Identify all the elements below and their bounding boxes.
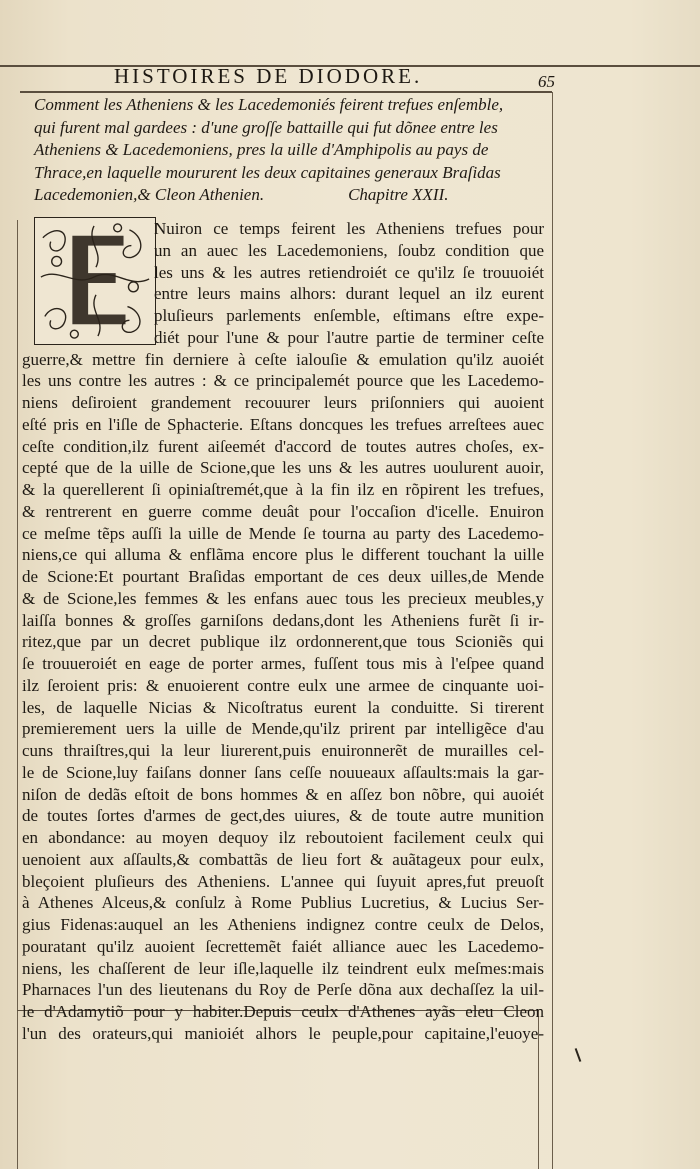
text-line: cuns thraiſtres,qui la leur liurerent,puis enuironnerẽt de murailles cel-: [22, 741, 544, 760]
summary-line: qui furent mal gardees : d'une groſſe battaille qui fut dõnee entre les: [34, 117, 498, 137]
text-line: & la querellerent ſi opiniaſtremét,que à la fin ilz en rõpirent les trefues,: [22, 480, 544, 499]
text-line: l'un des orateurs,qui manioiét alhors le peuple,pour capitaine,l'euoye-: [22, 1023, 544, 1043]
text-line: bleçoient pluſieurs des Atheniens. L'annee qui ſuyuit apres,fut preuoſt: [22, 871, 544, 891]
summary-last-line: Lacedemonien,& Cleon Athenien.: [34, 185, 265, 205]
ink-mark: [575, 1048, 582, 1062]
text-line: en abondance: au moyen dequoy ilz reboutoient facilement ceulx qui: [22, 828, 544, 847]
text-line: & de Scione,les femmes & les enfans auec tous les precieux meubles,y: [22, 588, 544, 608]
chapter-body: [22, 218, 544, 1045]
text-line: de Scione:Et pourtant Braſidas emportant de ces deux uilles,de Mende: [22, 567, 544, 586]
text-line: eſté pris en l'iſle de Sphacterie. Eſtans doncques les trefues arreſtees auec: [22, 414, 544, 434]
text-line: ritez,que par un decret publique ilz ordonnerent,que tous Scioniẽs qui: [22, 632, 544, 652]
text-line: gius Fidenas:auquel an les Atheniens indignez contre ceulx de Delos,: [22, 915, 544, 934]
text-line: premierement uers la uille de Mende,qu'ilz prirent par intelligẽce d'au: [22, 719, 544, 739]
text-line: ſe trouueroiét en eage de porter armes, fuſſent tous mis à l'eſpee quand: [22, 654, 544, 673]
text-line: le d'Adamytiõ pour y habiter.Depuis ceulx d'Athenes ayãs eleu Cleon: [22, 1002, 544, 1021]
text-line: pouratant qu'ilz auoient ſecrettemẽt faiét alliance auec les Lacedemo-: [22, 936, 544, 956]
text-line: niens, les chaſſerent de leur iſle,laquelle ilz teindrent eulx meſmes:mais: [22, 958, 544, 978]
text-line: ceſte condition,ilz furent aiſeemét d'accord de toutes autres choſes, ex-: [22, 436, 544, 456]
text-line: ce meſme tẽps auſſi la uille de Mende ſe tourna au party des Lacedemo-: [22, 523, 544, 543]
text-line: pluſieurs parlements enſemble, eſtimans eſtre expe-: [154, 306, 544, 325]
header-rule: [20, 91, 552, 93]
text-line: niens,ce qui alluma & enflãma encore plus le different touchant la uille: [22, 545, 544, 565]
chapter-summary: [34, 94, 554, 207]
text-line: entre leurs mains alhors: durant lequel an ilz eurent: [154, 284, 544, 304]
text-line: le de Scione,luy faiſans donner ſans ceſſe nouueaux aſſaults:mais la gar-: [22, 762, 544, 782]
text-line: laiſſa bonnes & groſſes garniſons dedans,dont les Atheniens furẽt ſi ir-: [22, 610, 544, 630]
left-margin-rule: [17, 220, 18, 1169]
right-margin-rule: [552, 92, 553, 1169]
text-line: diét pour l'une & pour l'autre partie de terminer ceſte: [154, 327, 544, 347]
text-line: les uns & les autres retiendroiét ce qu'ilz ſe trouuoiét: [154, 262, 544, 282]
text-line: cepté que de la uille de Scione,que les uns & les autres uoulurent auoir,: [22, 458, 544, 478]
summary-line: Atheniens & Lacedemoniens, pres la uille d'Amphipolis au pays de: [34, 140, 489, 160]
svg-text:E: E: [103, 312, 105, 314]
running-head: HISTOIRES DE DIODORE.: [114, 64, 423, 88]
summary-line: Thrace,en laquelle moururent les deux capitaines generaux Braſidas: [34, 162, 501, 182]
chapter-label: Chapitre XXII.: [348, 185, 449, 205]
text-line: Pharnaces l'un des lieutenans du Roy de Perſe dõna aux dechaſſez la uil-: [22, 980, 544, 1000]
text-line: Nuiron ce temps feirent les Atheniens trefues pour: [154, 219, 544, 238]
text-line: un an auec les Lacedemoniens, ſoubz condition que: [154, 240, 544, 260]
text-line: ilz ſeroient pris: & enuoierent contre eulx une armee de cinquante uoi-: [22, 675, 544, 695]
text-line: uenoient aux aſſaults,& combattãs de lieu fort & auãtageux pour eulx,: [22, 849, 544, 869]
text-line: à Athenes Alceus,& conſulz à Rome Publius Lucretius, & Lucius Ser-: [22, 893, 544, 913]
summary-line: [34, 184, 554, 207]
page-number: 65: [538, 72, 555, 91]
text-line: niens deſiroient grandement recouurer leurs priſonniers qui auoient: [22, 393, 544, 412]
text-line: de toutes ſortes d'armes de gect,des uiures, & de toute autre munition: [22, 806, 544, 826]
text-line: les, de laquelle Nicias & Nicoſtratus eurent la conduitte. Si tirerent: [22, 697, 544, 717]
summary-line: Comment les Atheniens & les Lacedemoniés feirent trefues enſemble,: [34, 95, 504, 114]
text-line: niſon de dedãs eſtoit de bons hommes & en aſſez bon nõbre, qui auoiét: [22, 784, 544, 804]
text-line: & rentrerent en guerre comme deuât pour l'occaſion d'icelle. Enuiron: [22, 501, 544, 521]
text-line: les uns contre les autres : & ce principalemét pource que les Lacedemo-: [22, 371, 544, 391]
text-line: guerre,& mettre fin derniere à ceſte ialouſie & emulation qu'ilz auoiét: [22, 349, 544, 369]
